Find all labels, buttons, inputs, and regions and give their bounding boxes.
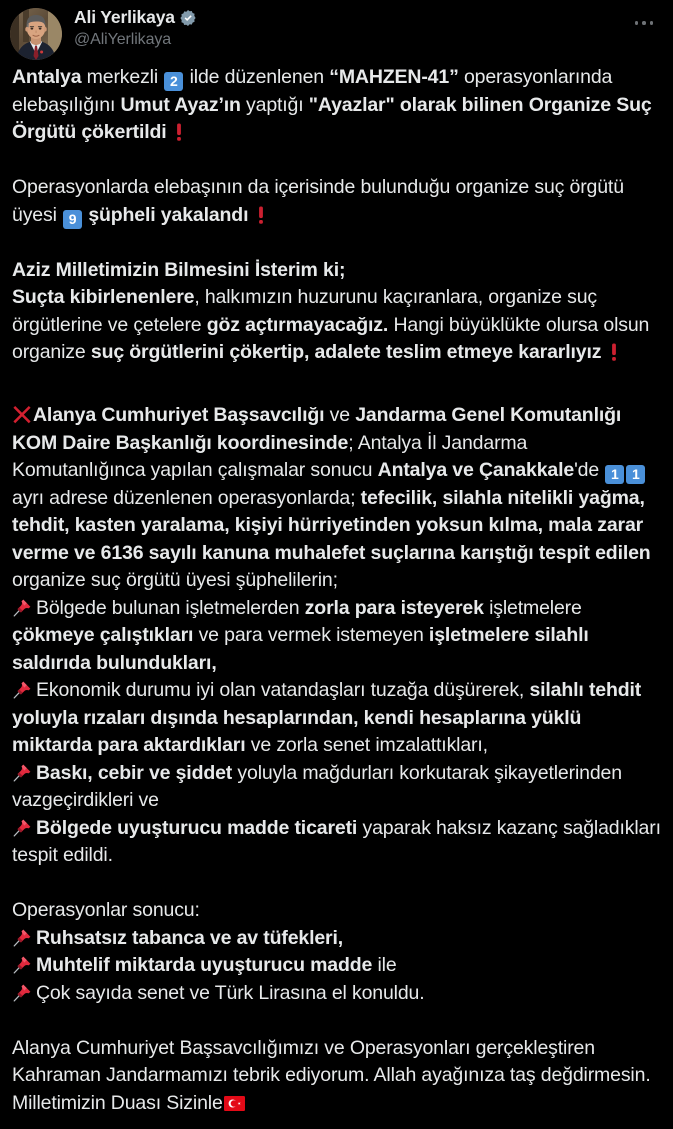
turkey-flag-emoji	[224, 1096, 245, 1111]
pushpin-emoji	[12, 955, 32, 975]
keycap-1-emoji: 1	[605, 465, 624, 484]
text-bold: Jandarma Genel Komutanlığı KOM Daire Başkanlığı koordinesinde	[12, 404, 622, 454]
verified-badge-icon	[179, 9, 197, 27]
author-display-name[interactable]: Ali Yerlikaya	[74, 7, 175, 28]
text-bold: çökmeye çalıştıkları	[12, 624, 194, 646]
text: ilde düzenlenen	[184, 66, 330, 88]
keycap-9-emoji: 9	[63, 210, 82, 229]
text-bold: göz açtırmayacağız.	[206, 313, 389, 336]
author-handle[interactable]: @AliYerlikaya	[74, 31, 172, 48]
keycap-1-emoji: 1	[626, 465, 645, 484]
text-bold: Antalya	[12, 66, 82, 88]
tweet-paragraph-12	[12, 952, 661, 980]
text: Bölgede bulunan işletmelerden	[36, 596, 305, 619]
avatar-photo	[10, 8, 62, 60]
tweet-paragraph-4	[12, 284, 661, 367]
more-dot	[635, 21, 639, 25]
tweet-paragraph-2	[12, 174, 661, 229]
text-bold: zorla para isteyerek	[304, 596, 484, 619]
text: operasyonlarında elebaşılığını	[12, 66, 613, 116]
text-bold: işletmelere silahlı saldırıda bulundukları,	[12, 624, 589, 674]
text-bold: Alanya Cumhuriyet Başsavcılığı	[33, 404, 325, 426]
tweet-header	[0, 0, 673, 58]
exclamation-mark-emoji	[173, 122, 185, 142]
tweet-paragraph-13	[12, 980, 661, 1008]
paragraph-gap	[12, 367, 661, 395]
author-identity	[74, 8, 627, 50]
pushpin-emoji	[12, 598, 32, 618]
text: yaparak haksız kazanç sağladıkları tespit edildi.	[12, 816, 661, 866]
text	[601, 341, 606, 363]
text: ; Antalya İl Jandarma Komutanlığınca yapılan çalışmalar sonucu	[12, 431, 528, 481]
text: , halkımızın huzurunu kaçıranlara, organize suç örgütlerine ve çetelere	[12, 286, 597, 336]
text: Çok sayıda senet ve Türk Lirasına el konuldu.	[36, 981, 425, 1004]
text-bold: Ruhsatsız tabanca ve av tüfekleri,	[36, 926, 344, 949]
more-dot	[642, 21, 646, 25]
text: Ekonomik durumu iyi olan vatandaşları tuzağa düşürerek,	[36, 679, 530, 701]
tweet-paragraph-6	[12, 595, 661, 678]
avatar[interactable]	[10, 8, 62, 60]
tweet-paragraph-11	[12, 925, 661, 953]
author-name-row	[74, 9, 627, 27]
tweet-paragraph-3	[12, 257, 661, 285]
paragraph-gap	[12, 229, 661, 257]
cross-mark-emoji	[12, 404, 32, 424]
text-bold: şüpheli yakalandı	[88, 203, 249, 226]
pushpin-emoji	[12, 680, 32, 700]
tweet-paragraph-14	[12, 1035, 661, 1118]
pushpin-emoji	[12, 818, 32, 838]
text-bold: Antalya ve Çanakkale	[377, 459, 575, 481]
paragraph-gap-small	[12, 394, 661, 402]
tweet-paragraph-10	[12, 897, 661, 925]
more-options-icon[interactable]	[627, 12, 661, 34]
text-bold: suç örgütlerini çökertip, adalete teslim etmeye kararlıyız	[90, 341, 602, 363]
text-bold: Suçta kibirlenenlere	[12, 286, 195, 308]
text: Operasyonlar sonucu:	[12, 899, 200, 921]
text: ayrı adrese düzenlenen operasyonlarda;	[12, 486, 361, 509]
exclamation-mark-emoji	[255, 205, 267, 225]
tweet-paragraph-5	[12, 402, 661, 595]
text: Alanya Cumhuriyet Başsavcılığımızı ve Operasyonları gerçekleştiren Kahraman Jandarmamızı tebrik ediyorum. Allah ayağınıza taş değdirmesin. Milletimizin Duası Sizinle	[12, 1036, 651, 1114]
tweet-text	[0, 58, 673, 1127]
pushpin-emoji	[12, 928, 32, 948]
text-bold: tefecilik, silahla nitelikli yağma, tehdit, kasten yaralama, kişiyi hürriyetinden yoksun kılma, mala zarar verme ve 6136 sayılı kanuna muhalefet suçlarına karıştığı tespit edilen	[12, 486, 651, 564]
text: ile	[372, 954, 397, 976]
paragraph-gap	[12, 870, 661, 898]
text-bold: Muhtelif miktarda uyuşturucu madde	[36, 954, 373, 976]
text-bold: “MAHZEN-41”	[329, 66, 459, 88]
text-bold: "Ayazlar" olarak bilinen Organize Suç Örgütü çökertildi	[12, 93, 652, 143]
text: yaptığı	[240, 93, 309, 116]
paragraph-gap	[12, 147, 661, 175]
pushpin-emoji	[12, 763, 32, 783]
exclamation-mark-emoji	[608, 342, 620, 362]
text-bold: Bölgede uyuşturucu madde ticareti	[36, 816, 358, 839]
text: organize suç örgütü üyesi şüphelilerin;	[12, 569, 338, 591]
text: işletmelere	[483, 596, 582, 619]
tweet-paragraph-8	[12, 760, 661, 815]
text-bold: Aziz Milletimizin Bilmesini İsterim ki;	[12, 258, 346, 281]
text: merkezli	[81, 66, 164, 88]
text: Operasyonlarda elebaşının da içerisinde bulunduğu organize suç örgütü üyesi	[12, 176, 624, 226]
tweet-paragraph-9	[12, 815, 661, 870]
keycap-2-emoji: 2	[164, 72, 183, 91]
text-bold: silahlı tehdit yoluyla rızaları dışında hesaplarından, kendi hesaplarına yüklü miktarda para aktardıkları	[12, 679, 642, 756]
text: Hangi büyüklükte olursa olsun organize	[12, 313, 650, 363]
text: yoluyla mağdurları korkutarak şikayetlerinden vazgeçirdikleri ve	[12, 761, 622, 811]
text: ve zorla senet imzalattıkları,	[245, 734, 488, 756]
more-dot	[650, 21, 654, 25]
text	[167, 121, 172, 143]
text: ve	[324, 404, 356, 426]
text-bold: Umut Ayaz’ın	[120, 93, 241, 116]
pushpin-emoji	[12, 983, 32, 1003]
tweet-paragraph-7	[12, 677, 661, 760]
text: ve para vermek istemeyen	[193, 624, 429, 646]
paragraph-gap	[12, 1007, 661, 1035]
text-bold: Baskı, cebir ve şiddet	[36, 761, 233, 784]
text	[248, 204, 253, 226]
text: 'de	[574, 459, 605, 481]
tweet-paragraph-1	[12, 64, 661, 147]
